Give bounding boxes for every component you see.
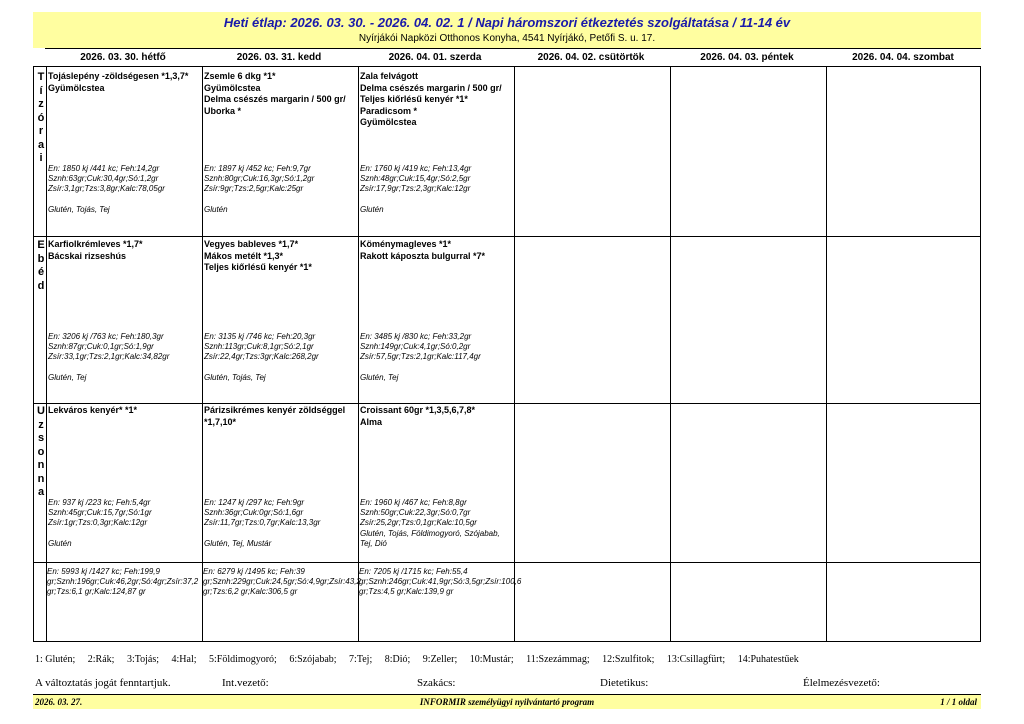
meal-label-letter: a	[37, 486, 45, 498]
daily-total: En: 5993 kj /1427 kc; Feh:199,9 gr;Sznh:196gr;Cuk:46,2gr;Só:4gr;Zsír:37,2 gr;Tzs:6,1 gr;Kalc:124,87 gr	[47, 567, 199, 596]
szakacs-signature: Szakács:	[417, 677, 456, 689]
day-header: 2026. 04. 02. csütörtök	[513, 48, 669, 66]
nutrition-info	[48, 332, 201, 362]
menu-grid	[33, 66, 981, 642]
legend-item: 13:Csillagfürt;	[666, 654, 726, 665]
dish-item: Párizsikrémes kenyér zöldséggel *1,7,10*	[204, 405, 346, 427]
meal-label-letter: E	[37, 239, 45, 251]
nutrition-line: Sznh:87gr;Cuk:0,1gr;Só:1,9gr	[48, 342, 154, 351]
legend-item: 14:Puhatestűek	[737, 654, 799, 665]
allergen-info: Glutén, Tej	[48, 373, 87, 382]
nutrition-line: En: 1960 kj /467 kc; Feh:8,8gr	[360, 498, 467, 507]
meal-label-letter: U	[37, 405, 45, 417]
nutrition-info	[204, 498, 357, 528]
legend-item: 2:Rák;	[87, 654, 115, 665]
meal-label-letter: r	[38, 125, 44, 137]
legend-item: 7:Tej;	[349, 654, 373, 665]
legend-item: 12:Szulfitok;	[602, 654, 655, 665]
dish-list	[48, 71, 201, 94]
kitchen-address: Nyírjákói Napközi Otthonos Konyha, 4541 Nyírjákó, Petőfi S. u. 17.	[358, 33, 656, 44]
nutrition-line: En: 937 kj /223 kc; Feh:5,4gr	[48, 498, 151, 507]
meal-label-letter: í	[39, 84, 43, 97]
meal-label-letter: T	[37, 71, 45, 83]
meal-label-letter: n	[37, 459, 45, 471]
meal-label-letter: ó	[37, 111, 45, 124]
nutrition-line: Zsír:3,1gr;Tzs:3,8gr;Kalc:78,05gr	[48, 184, 165, 193]
dish-item: Zala felvágott	[360, 71, 419, 81]
program-name: INFORMIR személyügyi nyilvántartó program	[419, 697, 595, 707]
meal-label-letter: z	[38, 418, 44, 431]
dish-item: Vegyes bableves *1,7*	[204, 239, 299, 249]
legend-item: 6:Szójabab;	[289, 654, 337, 665]
nutrition-info	[48, 164, 201, 194]
page-footer	[33, 694, 981, 709]
day-header: 2026. 04. 04. szombat	[825, 48, 981, 66]
legend-item: 3:Tojás;	[126, 654, 160, 665]
menu-title: Heti étlap: 2026. 03. 30. - 2026. 04. 02. 1 / Napi háromszori étkeztetés szolgáltatása / 11-14 év	[223, 15, 791, 30]
legend-item: 11:Szezámmag;	[526, 654, 590, 665]
nutrition-line: Sznh:36gr;Cuk:0gr;Só:1,6gr	[204, 508, 304, 517]
nutrition-line: En: 1897 kj /452 kc; Feh:9,7gr	[204, 164, 311, 173]
dish-list	[360, 239, 513, 262]
nutrition-line: Sznh:113gr;Cuk:8,1gr;Só:2,1gr	[204, 342, 314, 351]
nutrition-line: Zsír:33,1gr;Tzs:2,1gr;Kalc:34,82gr	[48, 352, 170, 361]
nutrition-line: Zsír:22,4gr;Tzs:3gr;Kalc:268,2gr	[204, 352, 319, 361]
meal-label	[36, 405, 46, 500]
nutrition-line: Sznh:50gr;Cuk:22,3gr;Só:0,7gr	[360, 508, 471, 517]
nutrition-line: Sznh:48gr;Cuk:15,4gr;Só:2,5gr	[360, 174, 471, 183]
dish-item: Rakott káposzta bulgurral *7*	[360, 250, 486, 261]
nutrition-info	[204, 332, 357, 362]
nutrition-line: Sznh:80gr;Cuk:16,3gr;Só:1,2gr	[204, 174, 315, 183]
allergen-info: Glutén	[204, 205, 228, 214]
allergen-info: Glutén, Tej, Mustár	[204, 539, 272, 548]
day-header: 2026. 03. 30. hétfő	[45, 48, 201, 66]
day-header: 2026. 04. 01. szerda	[357, 48, 513, 66]
dish-item: Gyümölcstea	[48, 82, 105, 93]
dish-item: Delma csészés margarin / 500 gr/	[360, 82, 502, 93]
meal-label-letter: o	[37, 445, 45, 458]
nutrition-line: En: 1850 kj /441 kc; Feh:14,2gr	[48, 164, 160, 173]
meal-label	[36, 71, 46, 166]
dish-list	[48, 239, 201, 262]
legend-item: 9:Zeller;	[422, 654, 458, 665]
meal-label-letter: z	[38, 98, 44, 110]
dish-list	[360, 71, 513, 129]
nutrition-line: Zsír:25,2gr;Tzs:0,1gr;Kalc:10,5gr	[360, 518, 477, 527]
dish-item: Alma	[360, 416, 383, 427]
dish-item: Croissant 60gr *1,3,5,6,7,8*	[360, 405, 476, 415]
meal-label-letter: i	[39, 152, 43, 164]
daily-total: En: 6279 kj /1495 kc; Feh:39 gr;Sznh:229gr;Cuk:24,5gr;Só:4,9gr;Zsír:43,2 gr;Tzs:6,2 gr;Kalc:306,5 gr	[203, 567, 361, 596]
print-date: 2026. 03. 27.	[35, 697, 83, 707]
nutrition-line: Zsír:9gr;Tzs:2,5gr;Kalc:25gr	[204, 184, 304, 193]
meal-label-letter: d	[37, 279, 45, 292]
int-vezeto-signature: Int.vezető:	[222, 677, 269, 689]
nutrition-info	[360, 332, 513, 362]
allergen-legend	[35, 654, 811, 665]
dish-item: Gyümölcstea	[204, 82, 261, 93]
nutrition-line: En: 1760 kj /419 kc; Feh:13,4gr	[360, 164, 472, 173]
dish-item: Teljes kiőrlésű kenyér *1*	[204, 262, 312, 272]
nutrition-line: En: 3135 kj /746 kc; Feh:20,3gr	[204, 332, 316, 341]
nutrition-info	[204, 164, 357, 194]
dish-item: Zsemle 6 dkg *1*	[204, 71, 276, 81]
dish-item: Karfiolkrémleves *1,7*	[48, 239, 143, 249]
menu-header	[33, 12, 981, 48]
legend-item: 4:Hal;	[171, 654, 197, 665]
meal-label-letter: é	[37, 266, 45, 278]
dish-list	[204, 71, 357, 117]
nutrition-line: Zsír:11,7gr;Tzs:0,7gr;Kalc:13,3gr	[204, 518, 321, 527]
meal-label-letter: a	[37, 138, 45, 151]
dish-item: Lekváros kenyér* *1*	[48, 405, 138, 415]
nutrition-line: Zsír:57,5gr;Tzs:2,1gr;Kalc:117,4gr	[360, 352, 481, 361]
nutrition-line: Zsír:17,9gr;Tzs:2,3gr;Kalc:12gr	[360, 184, 471, 193]
dish-list	[204, 239, 357, 274]
nutrition-line: Zsír:1gr;Tzs:0,3gr;Kalc:12gr	[48, 518, 148, 527]
allergen-info: Glutén, Tojás, Földimogyoró, Szójabab, Tej, Dió	[360, 529, 500, 548]
allergen-info: Glutén, Tojás, Tej	[204, 373, 266, 382]
dish-item: Bácskai rizseshús	[48, 250, 127, 261]
dietetikus-signature: Dietetikus:	[600, 677, 649, 689]
rights-reserved-note: A változtatás jogát fenntartjuk.	[35, 677, 171, 689]
meal-label-letter: s	[37, 432, 45, 444]
dish-item: Tojáslepény -zöldségesen *1,3,7*	[48, 71, 189, 81]
legend-item: 1: Glutén;	[35, 654, 76, 665]
dish-list	[204, 405, 357, 428]
allergen-info: Glutén	[360, 205, 384, 214]
day-header: 2026. 04. 03. péntek	[669, 48, 825, 66]
dish-item: Delma csészés margarin / 500 gr/	[204, 94, 346, 104]
dish-list	[48, 405, 201, 417]
nutrition-line: En: 3485 kj /830 kc; Feh:33,2gr	[360, 332, 472, 341]
legend-item: 5:Földimogyoró;	[209, 654, 277, 665]
elelmezesvezeto-signature: Élelmezésvezető:	[803, 677, 880, 689]
nutrition-line: En: 3206 kj /763 kc; Feh:180,3gr	[48, 332, 164, 341]
nutrition-line: Sznh:63gr;Cuk:30,4gr;Só:1,2gr	[48, 174, 159, 183]
nutrition-line: Sznh:45gr;Cuk:15,7gr;Só:1gr	[48, 508, 152, 517]
day-header: 2026. 03. 31. kedd	[201, 48, 357, 66]
nutrition-line: Sznh:149gr;Cuk:4,1gr;Só:0,2gr	[360, 342, 471, 351]
page-number: 1 / 1 oldal	[940, 697, 977, 707]
allergen-info: Glutén, Tojás, Tej	[48, 205, 110, 214]
legend-item: 8:Dió;	[384, 654, 411, 665]
day-header-row	[33, 48, 981, 66]
allergen-info: Glutén, Tej	[360, 373, 399, 382]
dish-item: Paradicsom *	[360, 105, 418, 116]
dish-item: Uborka *	[204, 105, 242, 116]
nutrition-info	[48, 498, 201, 528]
nutrition-line: En: 1247 kj /297 kc; Feh:9gr	[204, 498, 305, 507]
meal-label	[36, 239, 46, 293]
meal-label-letter: b	[37, 252, 45, 265]
dish-item: Teljes kiőrlésű kenyér *1*	[360, 94, 468, 104]
nutrition-info	[360, 164, 513, 194]
allergen-info: Glutén	[48, 539, 72, 548]
daily-total: En: 7205 kj /1715 kc; Feh:55,4 gr;Sznh:246gr;Cuk:41,9gr;Só:3,5gr;Zsír:100,6 gr;Tzs:4,5 gr;Kalc:139,9 gr	[359, 567, 522, 596]
dish-item: Mákos metélt *1,3*	[204, 250, 284, 261]
legend-item: 10:Mustár;	[469, 654, 514, 665]
nutrition-info	[360, 498, 513, 528]
dish-list	[360, 405, 513, 428]
meal-label-letter: n	[37, 472, 45, 485]
dish-item: Köménymagleves *1*	[360, 239, 452, 249]
dish-item: Gyümölcstea	[360, 117, 417, 127]
